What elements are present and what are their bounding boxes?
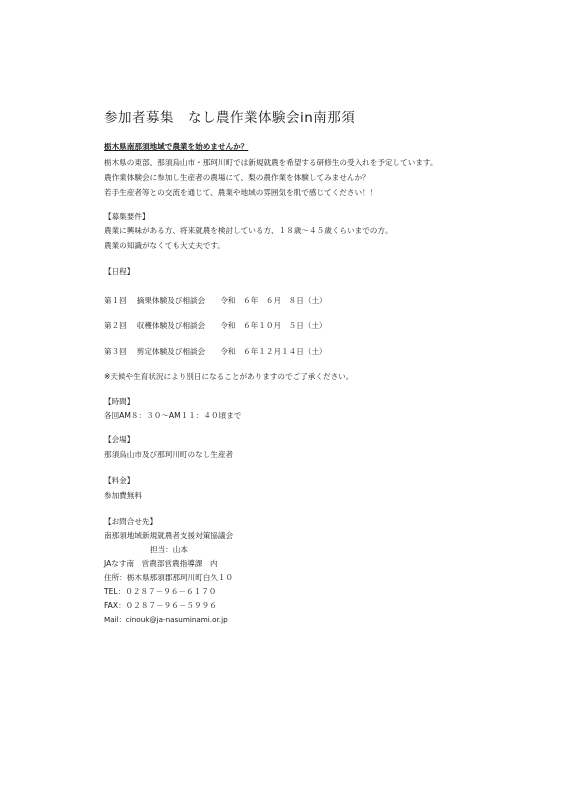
fee-value: 参加費無料 <box>104 491 142 500</box>
contact-address: 住所：栃木県那須郡那珂川町白久１０ <box>104 573 234 582</box>
venue-heading: 【会場】 <box>104 435 135 444</box>
contact-heading: 【お問合せ先】 <box>104 517 158 526</box>
venue-value: 那須烏山市及び那珂川町のなし生産者 <box>104 450 234 459</box>
intro-line: 栃木県の東部、那須烏山市・那珂川町では新規就農を希望する研修生の受入れを予定しています。 <box>104 158 438 167</box>
fee-heading: 【料金】 <box>104 476 135 485</box>
subtitle: 栃木県南那須地域で農業を始めませんか？ <box>104 142 249 151</box>
contact-org: 南那須地域新規就農者支援対策協議会 <box>104 531 234 540</box>
schedule-item: 第３回 剪定体験及び相談会 令和 ６年１２月１４日（土） <box>104 347 327 356</box>
requirements-line: 農業の知識がなくても大丈夫です。 <box>104 241 225 250</box>
schedule-heading: 【日程】 <box>104 267 135 276</box>
contact-tel: TEL：０２８７－９６－６１７０ <box>104 587 217 596</box>
intro-line: 若手生産者等との交流を通じて、農業や地域の雰囲気を肌で感じてください！！ <box>104 188 378 197</box>
contact-dept: JAなす南 営農部営農指導課 内 <box>104 559 218 568</box>
requirements-heading: 【募集要件】 <box>104 212 150 221</box>
requirements-line: 農業に興味がある方、将来就農を検討している方、１８歳～４５歳くらいまでの方。 <box>104 226 393 235</box>
schedule-note: ※天候や生育状況により別日になることがありますのでご了承ください。 <box>104 372 354 381</box>
contact-person: 担当：山本 <box>150 545 188 554</box>
contact-mail[interactable]: Mail：cinouk@ja-nasuminami.or.jp <box>104 615 228 624</box>
schedule-item: 第１回 摘果体験及び相談会 令和 ６年 ６月 ８日（土） <box>104 296 327 305</box>
time-value: 各回AM８：３０～AM１１：４０頃まで <box>104 411 242 420</box>
intro-line: 農作業体験会に参加し生産者の農場にて、梨の農作業を体験してみませんか？ <box>104 173 370 182</box>
schedule-item: 第２回 収穫体験及び相談会 令和 ６年１０月 ５日（土） <box>104 321 327 330</box>
contact-fax: FAX：０２８７－９６－５９９６ <box>104 601 217 610</box>
page-title: 参加者募集 なし農作業体験会in南那須 <box>104 110 356 126</box>
time-heading: 【時間】 <box>104 397 135 406</box>
